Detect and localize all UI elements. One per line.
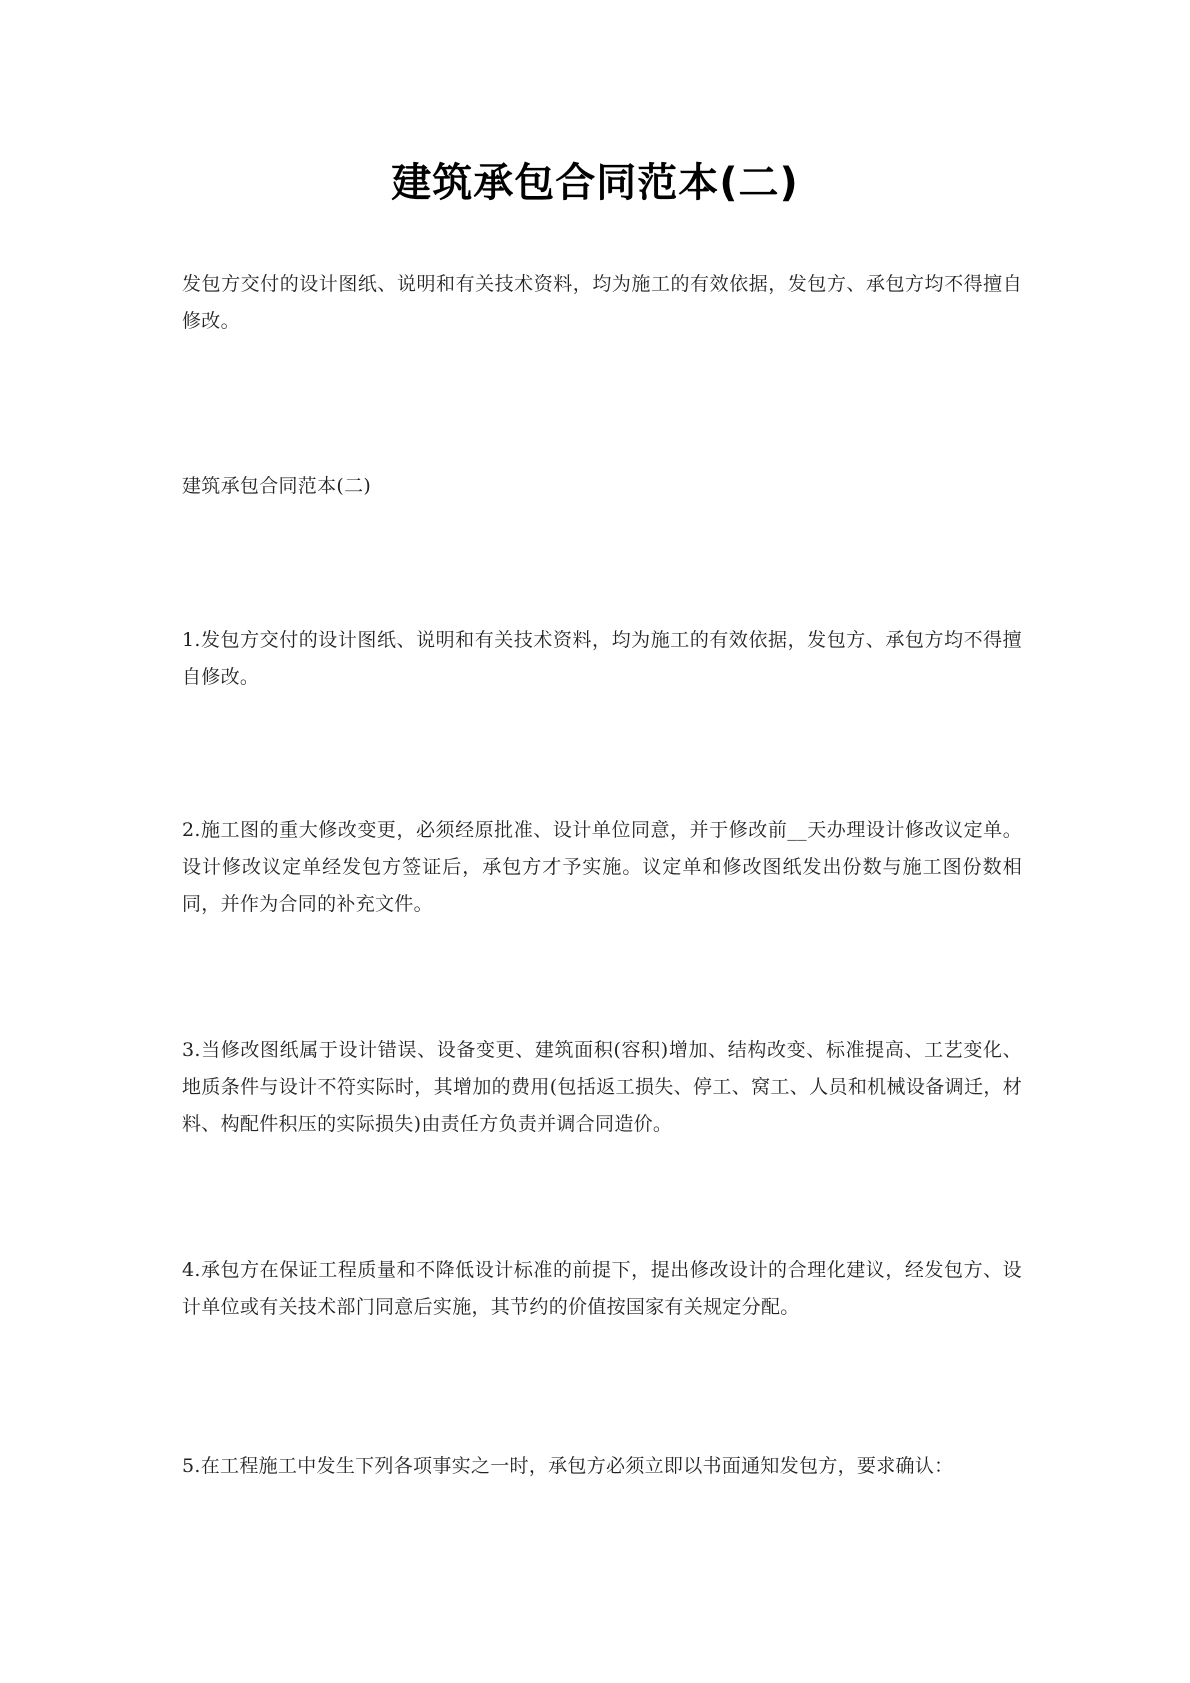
document-title: 建筑承包合同范本(二): [391, 160, 799, 206]
clause-2: 2.施工图的重大修改变更，必须经原批准、设计单位同意，并于修改前__天办理设计修改议定单。设计修改议定单经发包方签证后，承包方才予实施。议定单和修改图纸发出份数与施工图份数相同，并作为合同的补充文件。: [182, 819, 1022, 915]
clause-1: 1.发包方交付的设计图纸、说明和有关技术资料，均为施工的有效依据，发包方、承包方均不得擅自修改。: [182, 629, 1022, 688]
clause-3: 3.当修改图纸属于设计错误、设备变更、建筑面积(容积)增加、结构改变、标准提高、工艺变化、地质条件与设计不符实际时，其增加的费用(包括返工损失、停工、窝工、人员和机械设备调迁，材料、构配件积压的实际损失)由责任方负责并调合同造价。: [182, 1039, 1022, 1135]
intro-paragraph: 发包方交付的设计图纸、说明和有关技术资料，均为施工的有效依据，发包方、承包方均不得擅自修改。: [182, 273, 1022, 332]
section-heading: 建筑承包合同范本(二): [182, 475, 372, 497]
clause-4: 4.承包方在保证工程质量和不降低设计标准的前提下，提出修改设计的合理化建议，经发包方、设计单位或有关技术部门同意后实施，其节约的价值按国家有关规定分配。: [182, 1259, 1022, 1318]
clause-5: 5.在工程施工中发生下列各项事实之一时，承包方必须立即以书面通知发包方，要求确认：: [182, 1455, 954, 1477]
